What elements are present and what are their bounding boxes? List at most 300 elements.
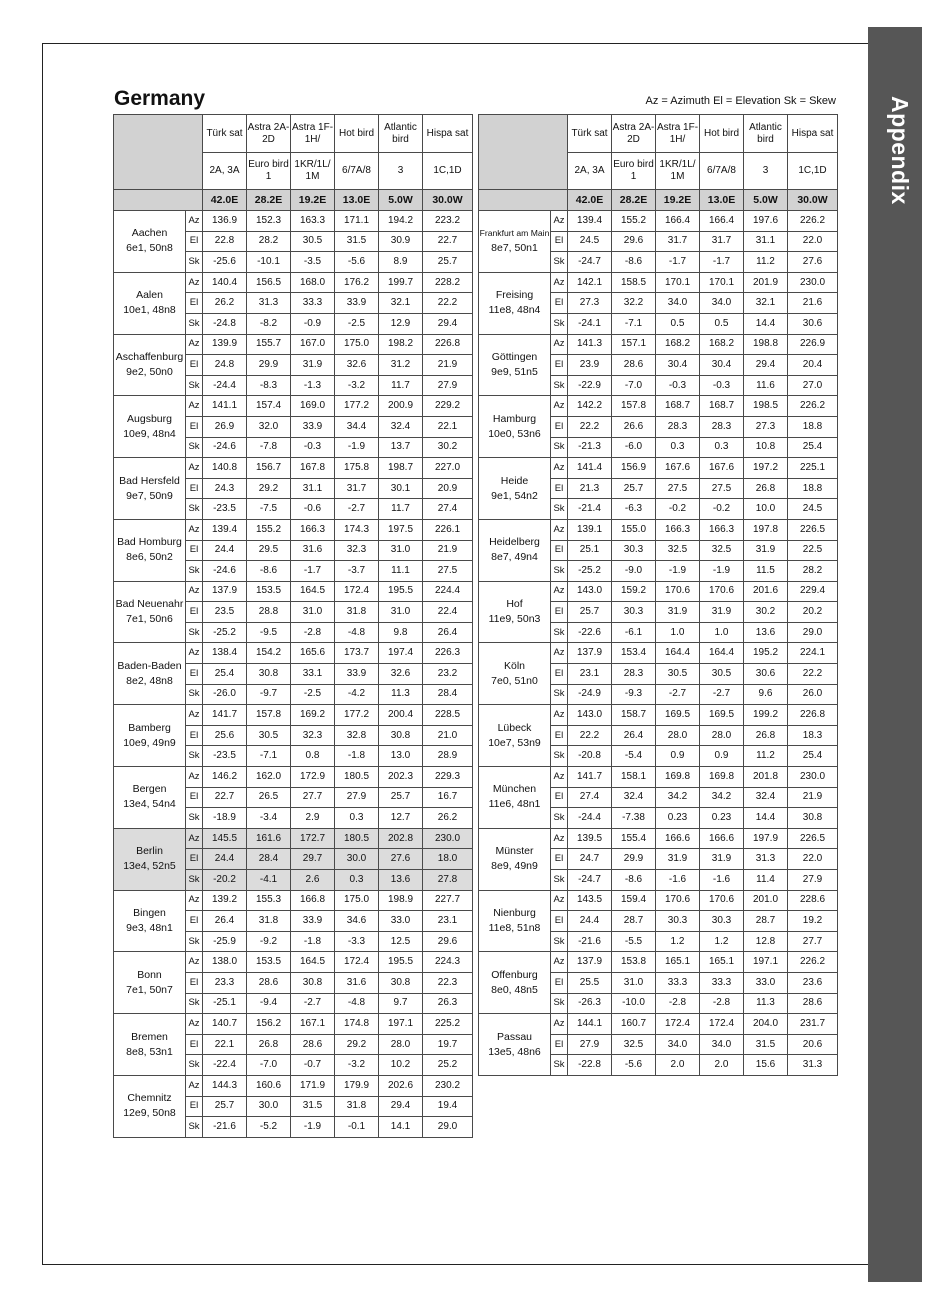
row-label-sk: Sk — [186, 993, 203, 1014]
value-cell: 32.1 — [744, 293, 788, 314]
value-cell: 20.2 — [788, 602, 838, 623]
value-cell: 25.7 — [379, 787, 423, 808]
value-cell: 145.5 — [203, 828, 247, 849]
value-cell: 141.3 — [568, 334, 612, 355]
value-cell: 30.4 — [700, 355, 744, 376]
value-cell: -8.6 — [247, 561, 291, 582]
value-cell: 32.5 — [656, 540, 700, 561]
value-cell: 226.8 — [788, 705, 838, 726]
value-cell: 197.1 — [744, 952, 788, 973]
value-cell: 156.7 — [247, 458, 291, 479]
value-cell: 23.9 — [568, 355, 612, 376]
satellite-name: Hot bird — [335, 115, 379, 153]
value-cell: 169.0 — [291, 396, 335, 417]
value-cell: -8.2 — [247, 313, 291, 334]
value-cell: -0.7 — [291, 1055, 335, 1076]
value-cell: 136.9 — [203, 211, 247, 232]
value-cell: 13.6 — [744, 622, 788, 643]
value-cell: -2.7 — [700, 684, 744, 705]
value-cell: 224.1 — [788, 643, 838, 664]
row-label-el: El — [186, 849, 203, 870]
value-cell: 158.1 — [612, 767, 656, 788]
value-cell: 34.2 — [656, 787, 700, 808]
value-cell: 21.6 — [788, 293, 838, 314]
table-row — [479, 1014, 838, 1035]
value-cell: 161.6 — [247, 828, 291, 849]
table-row — [114, 581, 473, 602]
value-cell: -10.1 — [247, 252, 291, 273]
row-label-az: Az — [551, 211, 568, 232]
value-cell: 27.9 — [568, 1034, 612, 1055]
city-name: Nienburg — [493, 906, 536, 919]
value-cell: -5.6 — [612, 1055, 656, 1076]
value-cell: 29.0 — [423, 1117, 473, 1138]
value-cell: 11.5 — [744, 561, 788, 582]
header-position-row — [479, 190, 838, 211]
value-cell: 14.4 — [744, 313, 788, 334]
value-cell: 27.0 — [788, 375, 838, 396]
value-cell: -22.4 — [203, 1055, 247, 1076]
city-name: Augsburg — [127, 412, 172, 425]
value-cell: 0.3 — [656, 437, 700, 458]
value-cell: 164.5 — [291, 952, 335, 973]
value-cell: -3.2 — [335, 1055, 379, 1076]
value-cell: -2.8 — [656, 993, 700, 1014]
value-cell: 201.8 — [744, 767, 788, 788]
value-cell: -1.6 — [700, 870, 744, 891]
city-cell — [479, 334, 551, 396]
value-cell: 176.2 — [335, 272, 379, 293]
row-label-sk: Sk — [551, 375, 568, 396]
value-cell: 11.7 — [379, 375, 423, 396]
value-cell: 26.3 — [423, 993, 473, 1014]
value-cell: 27.3 — [744, 416, 788, 437]
value-cell: 28.6 — [612, 355, 656, 376]
value-cell: 33.0 — [379, 911, 423, 932]
value-cell: 32.5 — [612, 1034, 656, 1055]
value-cell: 33.3 — [291, 293, 335, 314]
city-cell — [479, 581, 551, 643]
value-cell: 22.0 — [788, 849, 838, 870]
value-cell: -7.1 — [612, 313, 656, 334]
value-cell: 31.0 — [291, 602, 335, 623]
value-cell: 27.8 — [423, 870, 473, 891]
value-cell: 13.0 — [379, 746, 423, 767]
row-label-az: Az — [551, 458, 568, 479]
value-cell: 28.6 — [291, 1034, 335, 1055]
value-cell: 11.1 — [379, 561, 423, 582]
satellite-code: 2A, 3A — [568, 153, 612, 190]
city-coords: 10e9, 48n4 — [123, 427, 176, 440]
value-cell: 12.8 — [744, 931, 788, 952]
value-cell: 175.0 — [335, 890, 379, 911]
row-label-el: El — [551, 972, 568, 993]
value-cell: 170.6 — [700, 581, 744, 602]
value-cell: 26.2 — [423, 808, 473, 829]
value-cell: 226.2 — [788, 952, 838, 973]
city-coords: 9e3, 48n1 — [126, 921, 173, 934]
value-cell: 20.9 — [423, 478, 473, 499]
value-cell: 137.9 — [568, 952, 612, 973]
city-cell — [479, 396, 551, 458]
value-cell: 25.7 — [423, 252, 473, 273]
row-label-az: Az — [551, 519, 568, 540]
value-cell: -1.3 — [291, 375, 335, 396]
table-row — [479, 952, 838, 973]
city-name: Bad Hersfeld — [119, 474, 180, 487]
satellite-position: 42.0E — [203, 190, 247, 211]
value-cell: -24.4 — [568, 808, 612, 829]
value-cell: 158.7 — [612, 705, 656, 726]
value-cell: 168.0 — [291, 272, 335, 293]
value-cell: -20.8 — [568, 746, 612, 767]
value-cell: -22.9 — [568, 375, 612, 396]
value-cell: 194.2 — [379, 211, 423, 232]
row-label-el: El — [551, 416, 568, 437]
city-name: Freising — [495, 289, 534, 302]
value-cell: 165.1 — [656, 952, 700, 973]
row-label-sk: Sk — [186, 1117, 203, 1138]
value-cell: 230.0 — [423, 828, 473, 849]
value-cell: 30.4 — [656, 355, 700, 376]
satellite-code: 2A, 3A — [203, 153, 247, 190]
header-blank — [114, 190, 203, 211]
value-cell: -0.3 — [656, 375, 700, 396]
value-cell: 143.0 — [568, 581, 612, 602]
value-cell: 28.7 — [612, 911, 656, 932]
value-cell: 33.9 — [291, 911, 335, 932]
value-cell: -26.0 — [203, 684, 247, 705]
value-cell: 166.4 — [700, 211, 744, 232]
city-name: Baden-Baden — [117, 659, 182, 672]
city-coords: 10e7, 53n9 — [488, 736, 541, 749]
value-cell: 168.2 — [700, 334, 744, 355]
row-label-sk: Sk — [186, 375, 203, 396]
value-cell: 172.4 — [700, 1014, 744, 1035]
value-cell: 30.0 — [335, 849, 379, 870]
value-cell: -25.6 — [203, 252, 247, 273]
row-label-el: El — [551, 602, 568, 623]
satellite-position: 28.2E — [612, 190, 656, 211]
city-cell — [479, 890, 551, 952]
value-cell: 18.8 — [788, 416, 838, 437]
table-row — [114, 211, 473, 232]
value-cell: -2.7 — [291, 993, 335, 1014]
value-cell: 11.2 — [744, 252, 788, 273]
value-cell: 157.8 — [247, 705, 291, 726]
city-name: Göttingen — [491, 350, 538, 363]
value-cell: 10.8 — [744, 437, 788, 458]
page-title: Germany — [114, 87, 206, 110]
value-cell: 0.23 — [700, 808, 744, 829]
city-coords: 11e9, 50n3 — [488, 613, 541, 626]
city-coords: 8e6, 50n2 — [126, 551, 173, 564]
value-cell: 13.7 — [379, 437, 423, 458]
row-label-el: El — [186, 725, 203, 746]
value-cell: -8.3 — [247, 375, 291, 396]
row-label-az: Az — [186, 396, 203, 417]
value-cell: 26.9 — [203, 416, 247, 437]
city-cell — [479, 828, 551, 890]
value-cell: -25.9 — [203, 931, 247, 952]
value-cell: 166.6 — [700, 828, 744, 849]
value-cell: 162.0 — [247, 767, 291, 788]
value-cell: 30.3 — [612, 602, 656, 623]
city-coords: 11e8, 48n4 — [488, 304, 541, 317]
value-cell: 27.9 — [788, 870, 838, 891]
value-cell: 13.6 — [379, 870, 423, 891]
city-cell — [114, 211, 186, 273]
row-label-az: Az — [551, 581, 568, 602]
satellite-table-right — [478, 114, 838, 1076]
row-label-sk: Sk — [186, 1055, 203, 1076]
city-coords: 13e4, 54n4 — [123, 798, 176, 811]
value-cell: -24.1 — [568, 313, 612, 334]
value-cell: 230.0 — [788, 272, 838, 293]
row-label-sk: Sk — [186, 252, 203, 273]
value-cell: 28.2 — [247, 231, 291, 252]
row-label-el: El — [551, 787, 568, 808]
value-cell: 31.1 — [744, 231, 788, 252]
value-cell: 27.3 — [568, 293, 612, 314]
value-cell: 198.8 — [744, 334, 788, 355]
value-cell: 26.2 — [203, 293, 247, 314]
value-cell: 30.8 — [379, 725, 423, 746]
value-cell: 31.9 — [700, 602, 744, 623]
value-cell: 25.7 — [203, 1096, 247, 1117]
value-cell: 12.5 — [379, 931, 423, 952]
row-label-el: El — [551, 478, 568, 499]
row-label-el: El — [186, 664, 203, 685]
value-cell: 34.0 — [700, 1034, 744, 1055]
row-label-el: El — [551, 1034, 568, 1055]
row-label-az: Az — [186, 952, 203, 973]
row-label-az: Az — [551, 643, 568, 664]
value-cell: 30.6 — [788, 313, 838, 334]
table-row — [114, 767, 473, 788]
table-row — [114, 1014, 473, 1035]
value-cell: 33.3 — [700, 972, 744, 993]
value-cell: 26.4 — [423, 622, 473, 643]
value-cell: 157.4 — [247, 396, 291, 417]
value-cell: 142.2 — [568, 396, 612, 417]
value-cell: -1.9 — [700, 561, 744, 582]
value-cell: -2.7 — [335, 499, 379, 520]
value-cell: 160.7 — [612, 1014, 656, 1035]
value-cell: 31.7 — [656, 231, 700, 252]
value-cell: 27.5 — [700, 478, 744, 499]
value-cell: 226.8 — [423, 334, 473, 355]
table-row — [479, 211, 838, 232]
value-cell: 158.5 — [612, 272, 656, 293]
value-cell: 141.4 — [568, 458, 612, 479]
value-cell: 28.4 — [247, 849, 291, 870]
value-cell: -3.2 — [335, 375, 379, 396]
value-cell: 32.6 — [335, 355, 379, 376]
row-label-el: El — [551, 664, 568, 685]
table-row — [114, 952, 473, 973]
table-row — [114, 828, 473, 849]
value-cell: 32.4 — [612, 787, 656, 808]
value-cell: 24.4 — [568, 911, 612, 932]
table-row — [114, 334, 473, 355]
value-cell: 11.3 — [744, 993, 788, 1014]
value-cell: 18.0 — [423, 849, 473, 870]
city-coords: 13e5, 48n6 — [488, 1045, 541, 1058]
value-cell: 140.8 — [203, 458, 247, 479]
satellite-position: 28.2E — [247, 190, 291, 211]
value-cell: 156.5 — [247, 272, 291, 293]
city-coords: 9e1, 54n2 — [491, 489, 538, 502]
value-cell: 1.2 — [700, 931, 744, 952]
value-cell: 30.8 — [247, 664, 291, 685]
value-cell: 226.5 — [788, 828, 838, 849]
value-cell: 195.5 — [379, 581, 423, 602]
value-cell: 197.1 — [379, 1014, 423, 1035]
value-cell: 146.2 — [203, 767, 247, 788]
value-cell: -0.3 — [291, 437, 335, 458]
city-coords: 6e1, 50n8 — [126, 242, 173, 255]
side-tab-label: Appendix — [887, 96, 913, 205]
value-cell: 1.2 — [656, 931, 700, 952]
satellite-name: Hot bird — [700, 115, 744, 153]
value-cell: 155.7 — [247, 334, 291, 355]
city-name: Offenburg — [491, 968, 538, 981]
value-cell: 169.5 — [700, 705, 744, 726]
city-coords: 8e0, 48n5 — [491, 983, 538, 996]
table-row — [479, 334, 838, 355]
value-cell: -7.0 — [247, 1055, 291, 1076]
value-cell: 28.0 — [700, 725, 744, 746]
value-cell: 26.8 — [744, 478, 788, 499]
row-label-sk: Sk — [186, 684, 203, 705]
value-cell: 197.6 — [744, 211, 788, 232]
header-blank — [479, 115, 568, 190]
value-cell: 14.1 — [379, 1117, 423, 1138]
row-label-el: El — [551, 849, 568, 870]
city-name: Bergen — [132, 783, 167, 796]
value-cell: -7.1 — [247, 746, 291, 767]
value-cell: -1.9 — [335, 437, 379, 458]
value-cell: 163.3 — [291, 211, 335, 232]
value-cell: -4.2 — [335, 684, 379, 705]
value-cell: 29.2 — [247, 478, 291, 499]
value-cell: -3.4 — [247, 808, 291, 829]
satellite-name: Türk sat — [568, 115, 612, 153]
row-label-el: El — [551, 725, 568, 746]
value-cell: 27.9 — [423, 375, 473, 396]
satellite-code: 1C,1D — [423, 153, 473, 190]
city-coords: 13e4, 52n5 — [123, 860, 176, 873]
row-label-az: Az — [551, 272, 568, 293]
value-cell: -4.8 — [335, 993, 379, 1014]
satellite-name: Atlantic bird — [744, 115, 788, 153]
value-cell: 0.5 — [700, 313, 744, 334]
city-cell — [479, 1014, 551, 1076]
value-cell: 30.0 — [247, 1096, 291, 1117]
value-cell: -0.1 — [335, 1117, 379, 1138]
city-name: Heide — [500, 474, 529, 487]
value-cell: 22.4 — [423, 602, 473, 623]
value-cell: 160.6 — [247, 1075, 291, 1096]
value-cell: 22.2 — [568, 416, 612, 437]
value-cell: -6.0 — [612, 437, 656, 458]
value-cell: 33.1 — [291, 664, 335, 685]
value-cell: 32.0 — [247, 416, 291, 437]
value-cell: 27.9 — [335, 787, 379, 808]
city-name: Bremen — [131, 1030, 168, 1043]
city-cell — [479, 767, 551, 829]
city-name: Aalen — [136, 289, 163, 302]
value-cell: 166.3 — [291, 519, 335, 540]
row-label-az: Az — [186, 767, 203, 788]
value-cell: 30.5 — [656, 664, 700, 685]
city-cell — [114, 396, 186, 458]
value-cell: 29.9 — [247, 355, 291, 376]
satellite-position: 13.0E — [700, 190, 744, 211]
value-cell: -25.2 — [203, 622, 247, 643]
satellite-code: Euro bird 1 — [247, 153, 291, 190]
value-cell: -25.1 — [203, 993, 247, 1014]
table-row — [479, 643, 838, 664]
satellite-code: 6/7A/8 — [335, 153, 379, 190]
value-cell: -24.7 — [568, 252, 612, 273]
value-cell: 195.2 — [744, 643, 788, 664]
value-cell: -5.5 — [612, 931, 656, 952]
value-cell: 24.3 — [203, 478, 247, 499]
value-cell: 2.0 — [656, 1055, 700, 1076]
value-cell: 227.7 — [423, 890, 473, 911]
value-cell: 20.4 — [788, 355, 838, 376]
value-cell: 165.6 — [291, 643, 335, 664]
value-cell: -5.4 — [612, 746, 656, 767]
value-cell: 168.7 — [656, 396, 700, 417]
value-cell: 153.5 — [247, 952, 291, 973]
value-cell: -1.7 — [700, 252, 744, 273]
city-name: Köln — [503, 659, 525, 672]
value-cell: -25.2 — [568, 561, 612, 582]
row-label-az: Az — [186, 581, 203, 602]
value-cell: 31.2 — [379, 355, 423, 376]
city-cell — [479, 458, 551, 520]
value-cell: 202.6 — [379, 1075, 423, 1096]
city-coords: 10e9, 49n9 — [123, 736, 176, 749]
table-row — [479, 828, 838, 849]
city-name: Frankfurt am Main — [479, 228, 550, 239]
city-coords: 7e1, 50n7 — [126, 983, 173, 996]
satellite-name: Astra 2A-2D — [612, 115, 656, 153]
value-cell: 230.0 — [788, 767, 838, 788]
value-cell: 22.7 — [203, 787, 247, 808]
value-cell: -22.6 — [568, 622, 612, 643]
satellite-code: 3 — [744, 153, 788, 190]
value-cell: 0.5 — [656, 313, 700, 334]
value-cell: 141.7 — [203, 705, 247, 726]
value-cell: 27.7 — [291, 787, 335, 808]
value-cell: 28.2 — [788, 561, 838, 582]
value-cell: 141.1 — [203, 396, 247, 417]
value-cell: 173.7 — [335, 643, 379, 664]
row-label-sk: Sk — [186, 746, 203, 767]
value-cell: 197.5 — [379, 519, 423, 540]
value-cell: 24.5 — [788, 499, 838, 520]
value-cell: 225.2 — [423, 1014, 473, 1035]
row-label-az: Az — [186, 519, 203, 540]
value-cell: 165.1 — [700, 952, 744, 973]
value-cell: 155.3 — [247, 890, 291, 911]
value-cell: 31.9 — [656, 849, 700, 870]
value-cell: 227.0 — [423, 458, 473, 479]
